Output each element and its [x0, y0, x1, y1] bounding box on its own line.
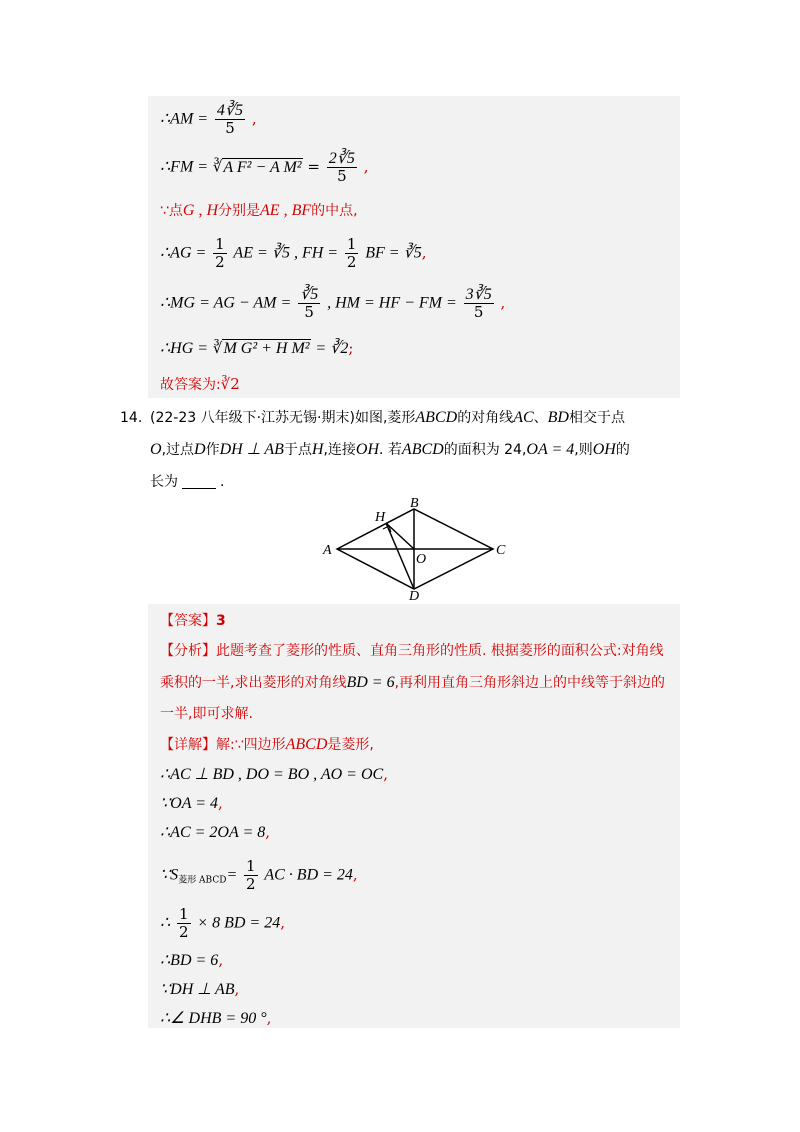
text: 作	[205, 442, 220, 458]
step-line-8	[160, 1008, 271, 1029]
text: 的中点,	[311, 203, 358, 219]
math-text: OH	[355, 441, 380, 458]
fraction	[298, 286, 320, 321]
detail-tag: 【详解】	[160, 737, 216, 753]
text: 的	[615, 442, 630, 458]
answer-tag: 【答案】	[160, 613, 216, 629]
punctuation: ,	[234, 980, 240, 998]
text: 于点	[283, 442, 312, 458]
denominator: 5	[225, 119, 235, 137]
numerator: 1	[178, 905, 189, 923]
math-text: ∵S	[160, 866, 179, 884]
text: 、	[533, 410, 548, 426]
punctuation: ,	[421, 243, 427, 262]
denominator: 5	[337, 167, 347, 185]
label-d: D	[409, 589, 420, 602]
subscript: 菱形 ABCD	[178, 875, 227, 886]
segment-dh	[386, 523, 414, 589]
analysis-text: 此题考查了菱形的性质、直角三角形的性质. 根据菱形的面积公式:对角线乘积的一半,求出菱形的对角线	[160, 643, 664, 691]
math-text: DH ⊥ AB	[219, 441, 284, 458]
punctuation: ,	[363, 157, 369, 176]
step-line-2	[160, 793, 223, 814]
solution-line-midpoints	[160, 200, 358, 221]
text: .	[220, 474, 225, 490]
fraction	[345, 236, 359, 271]
solution-line-mg-hm	[160, 286, 505, 321]
math-text: ∴AG =	[160, 244, 207, 262]
punctuation: ,	[218, 951, 224, 969]
math-text: ∴∠ DHB = 90 °	[160, 1010, 267, 1027]
math-text: AC · BD = 24	[264, 866, 353, 884]
text: ,连接	[323, 442, 356, 458]
question-line-2	[150, 440, 630, 460]
denominator: 5	[304, 303, 314, 321]
math-text: G , H	[182, 202, 219, 219]
step-line-3	[160, 822, 270, 843]
denominator: 2	[178, 923, 189, 941]
fraction	[244, 858, 258, 893]
math-text: O	[150, 441, 162, 458]
math-text: ∴MG = AG − AM =	[160, 294, 292, 312]
math-text: ∴	[160, 914, 171, 932]
math-text: BD = 6	[346, 674, 395, 691]
answer-value: ∛2	[220, 375, 240, 393]
radical-sign: ∛	[212, 339, 223, 357]
answer-blank	[182, 488, 216, 489]
math-text: AE , BF	[260, 202, 312, 219]
math-text: BD	[547, 409, 569, 426]
math-text: ABCD	[415, 409, 458, 426]
math-text: =	[307, 157, 320, 176]
segment-oh	[386, 523, 414, 549]
math-text: ∵OA = 4	[160, 795, 219, 812]
math-text: ∴AC = 2OA = 8	[160, 824, 266, 841]
numerator: 1	[246, 857, 256, 875]
punctuation: ,	[266, 1009, 272, 1027]
punctuation: ,	[280, 913, 285, 932]
step-line-7	[160, 979, 239, 1000]
previous-answer-line	[160, 374, 240, 395]
step-line-5	[160, 906, 285, 941]
text: 是菱形,	[327, 737, 374, 753]
punctuation: ,	[500, 293, 506, 312]
math-text: AC	[513, 409, 534, 426]
answer-prefix: 故答案为:	[160, 377, 221, 393]
math-text: ∵DH ⊥ AB	[160, 981, 235, 998]
analysis-tag: 【分析】	[160, 643, 216, 659]
radical-sign: ∛	[212, 157, 223, 176]
math-text: ∴HG =	[160, 340, 209, 357]
math-text: ∴AC ⊥ BD , DO = BO , AO = OC	[160, 766, 384, 783]
math-text: OH	[592, 441, 616, 458]
text: ,则	[574, 442, 593, 458]
text: 的对角线	[457, 410, 514, 426]
numerator: 4∛5	[216, 102, 244, 119]
radicand: A F² − A M²	[223, 158, 302, 176]
analysis-text: ,再利用直角三角形斜边上的中线等于斜边的一半,即可求解.	[160, 675, 666, 722]
denominator: 5	[473, 303, 484, 321]
denominator: 2	[346, 253, 357, 271]
text: . 若	[379, 442, 402, 458]
text: 的面积为 24,	[443, 442, 527, 458]
math-text: × 8 BD = 24	[197, 914, 281, 932]
numerator: ∛5	[300, 286, 319, 303]
rhombus-figure	[318, 496, 514, 602]
detail-intro-line	[160, 734, 374, 755]
math-text: BF = ∛5	[365, 244, 422, 262]
analysis-paragraph	[160, 636, 675, 730]
text: (22-23 八年级下·江苏无锡·期末)如图,菱形	[150, 410, 416, 426]
fraction	[177, 906, 191, 941]
solution-line-fm	[160, 150, 369, 185]
fraction	[213, 236, 227, 271]
question-line-1	[150, 408, 625, 428]
solution-line-ag-fh	[160, 236, 427, 271]
label-b: B	[410, 496, 419, 511]
label-h: H	[375, 510, 386, 525]
solution-line-hg	[160, 338, 353, 359]
math-text: =	[226, 866, 238, 884]
math-text: , HM = HF − FM =	[327, 294, 457, 312]
math-text: ABCD	[285, 736, 328, 753]
step-line-6	[160, 950, 223, 971]
numerator: 2∛5	[328, 150, 355, 167]
math-text: = ∛2	[315, 340, 349, 357]
label-o: O	[416, 552, 427, 567]
math-text: H	[311, 441, 324, 458]
math-text: AE = ∛5 , FH =	[233, 244, 339, 262]
fraction	[327, 150, 357, 185]
step-line-4	[160, 858, 358, 893]
question-number: 14.	[120, 410, 143, 426]
numerator: 1	[346, 235, 357, 253]
answer-line	[160, 610, 226, 631]
punctuation: ,	[383, 765, 388, 783]
solution-line-am	[160, 102, 257, 137]
fraction	[215, 102, 245, 137]
math-text: OA = 4	[526, 441, 575, 458]
math-text: ∴FM =	[160, 158, 209, 176]
punctuation: ,	[352, 865, 358, 884]
denominator: 2	[246, 875, 256, 893]
punctuation: ,	[218, 794, 223, 812]
question-line-3	[150, 472, 224, 492]
math-text: ABCD	[401, 441, 444, 458]
step-line-1	[160, 764, 388, 785]
label-a: A	[323, 543, 332, 558]
text: 长为	[150, 474, 178, 490]
denominator: 2	[215, 253, 225, 271]
punctuation: ;	[348, 339, 354, 357]
text: 解:∵四边形	[216, 737, 286, 753]
radicand: M G² + H M²	[223, 340, 310, 357]
numerator: 1	[215, 235, 225, 253]
text: 分别是	[218, 203, 261, 219]
text: 相交于点	[568, 410, 625, 426]
math-text: D	[194, 441, 206, 458]
label-c: C	[496, 543, 506, 558]
math-text: ∴AM =	[160, 110, 209, 128]
punctuation: ,	[251, 109, 257, 128]
math-text: ∴BD = 6	[160, 952, 219, 969]
answer-value: 3	[216, 613, 226, 629]
text: ∵点	[160, 203, 183, 219]
numerator: 3∛5	[465, 286, 492, 303]
punctuation: ,	[265, 823, 271, 841]
fraction	[464, 286, 494, 321]
text: ,过点	[161, 442, 195, 458]
